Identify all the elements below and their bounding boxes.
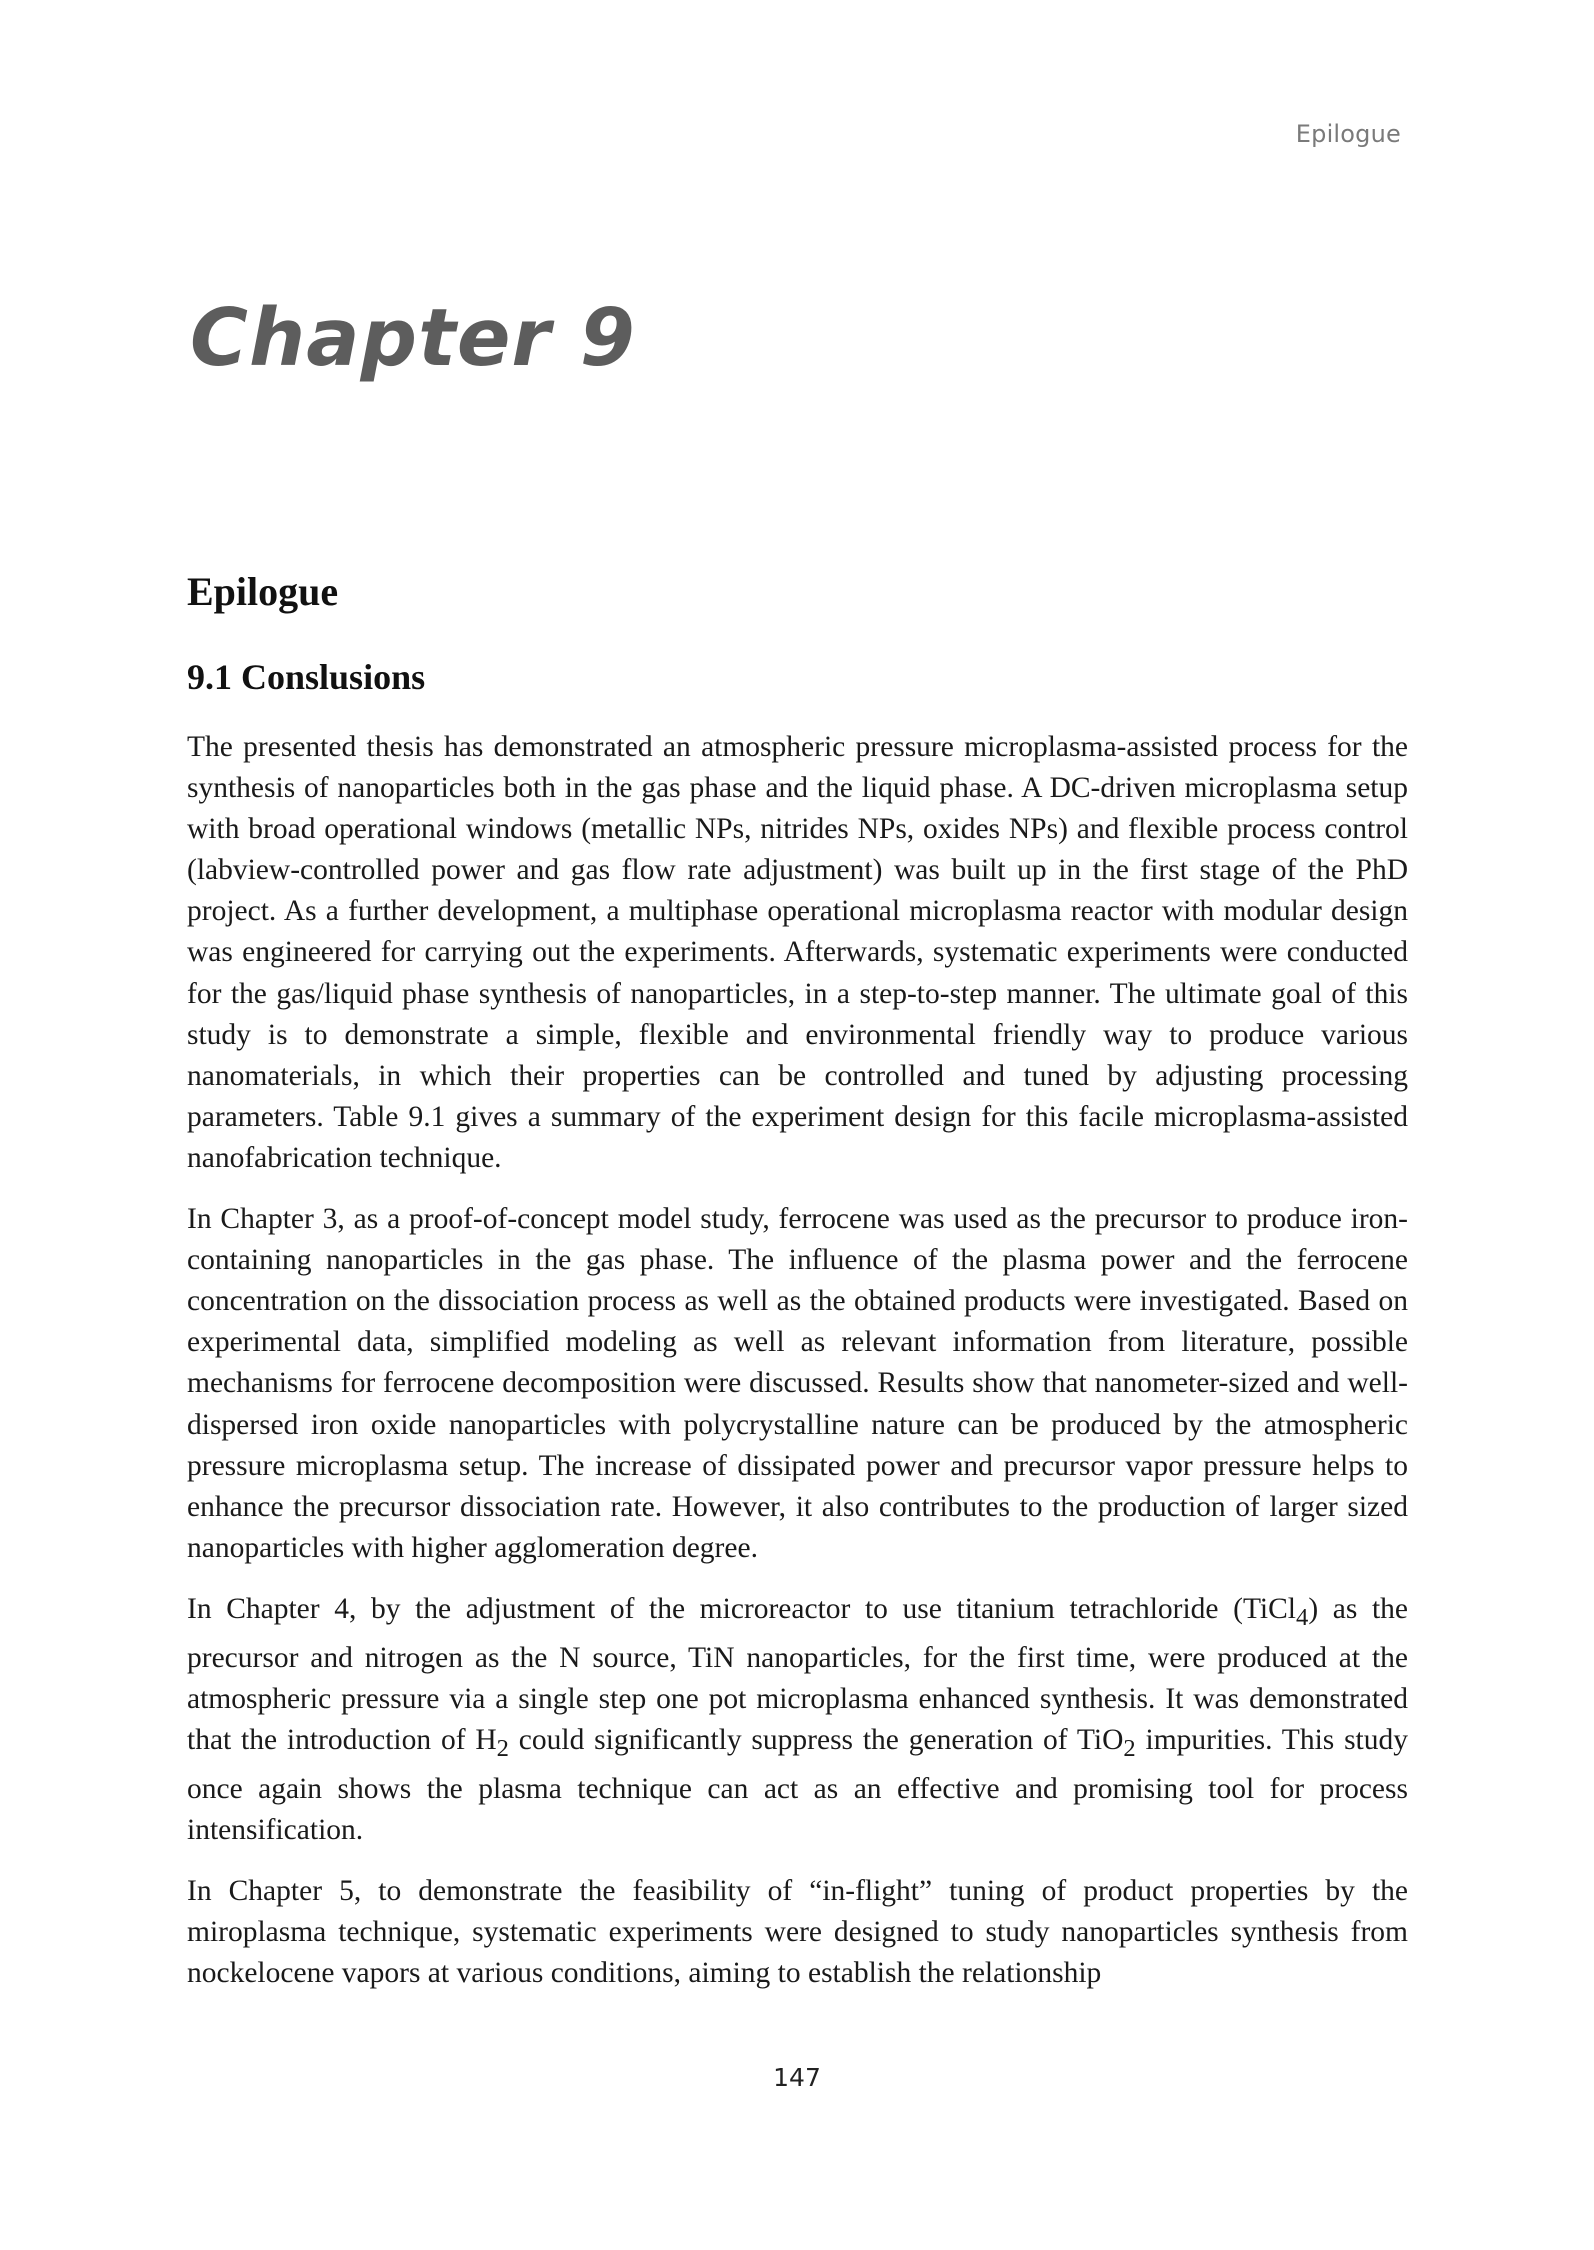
text-run: The presented thesis has demonstrated an atmospheric pressure microplasma-assisted process for the synthesis of nanoparticles both in the gas phase and the liquid phase. A DC-driven microplasma setup with broad operational windows (metallic NPs, nitrides NPs, oxides NPs) and flexible process control (labview-controlled power and gas flow rate adjustment) was built up in the first stage of the PhD project. As a further development, a multiphase operational microplasma reactor with modular design was engineered for carrying out the experiments. Afterwards, systematic experiments were conducted for the gas/liquid phase synthesis of nanoparticles, in a step-to-step manner. The ultimate goal of this study is to demonstrate a simple, flexible and environmental friendly way to produce various nanomaterials, in which their properties can be controlled and tuned by adjusting processing parameters. Table 9.1 gives a summary of the experiment design for this facile microplasma-assisted nanofabrication technique. xyxy=(187,731,1408,1174)
page-number: 147 xyxy=(773,2063,821,2092)
body-paragraph xyxy=(187,727,1408,1179)
running-header: Epilogue xyxy=(1295,120,1401,148)
subscript: 2 xyxy=(1123,1734,1136,1762)
body-paragraph xyxy=(187,1871,1408,1994)
text-run: In Chapter 4, by the adjustment of the microreactor to use titanium tetrachloride (TiCl xyxy=(187,1592,1297,1625)
body-text xyxy=(187,727,1408,2015)
body-paragraph xyxy=(187,1589,1408,1851)
section-heading: Epilogue xyxy=(187,569,339,614)
text-run: could significantly suppress the generation of TiO xyxy=(508,1724,1124,1757)
text-run: In Chapter 5, to demonstrate the feasibility of “in-flight” tuning of product properties by the miroplasma technique, systematic experiments were designed to study nanoparticles synthesis from nockelocene vapors at various conditions, aiming to establish the relationship xyxy=(187,1875,1408,1990)
subscript: 2 xyxy=(496,1734,509,1762)
subsection-heading: 9.1 Conslusions xyxy=(187,657,426,697)
text-run: In Chapter 3, as a proof-of-concept model study, ferrocene was used as the precursor to produce iron-containing nanoparticles in the gas phase. The influence of the plasma power and the ferrocene concentration on the dissociation process as well as the obtained products were investigated. Based on experimental data, simplified modeling as well as relevant information from literature, possible mechanisms for ferrocene decomposition were discussed. Results show that nanometer-sized and well-dispersed iron oxide nanoparticles with polycrystalline nature can be produced by the atmospheric pressure microplasma setup. The increase of dissipated power and precursor vapor pressure helps to enhance the precursor dissociation rate. However, it also contributes to the production of larger sized nanoparticles with higher agglomeration degree. xyxy=(187,1203,1408,1564)
body-paragraph xyxy=(187,1199,1408,1569)
chapter-title: Chapter 9 xyxy=(190,292,636,384)
subscript: 4 xyxy=(1296,1603,1309,1631)
text-run: ) as the precursor and nitrogen as the N source, TiN nanoparticles, for the first time, were produced at the atmospheric pressure via a single step one pot microplasma enhanced synthesis. It was demonstrated that the introduction of H xyxy=(187,1592,1408,1757)
text-run: impurities. This study once again shows the plasma technique can act as an effective and promising tool for process intensification. xyxy=(187,1724,1408,1847)
